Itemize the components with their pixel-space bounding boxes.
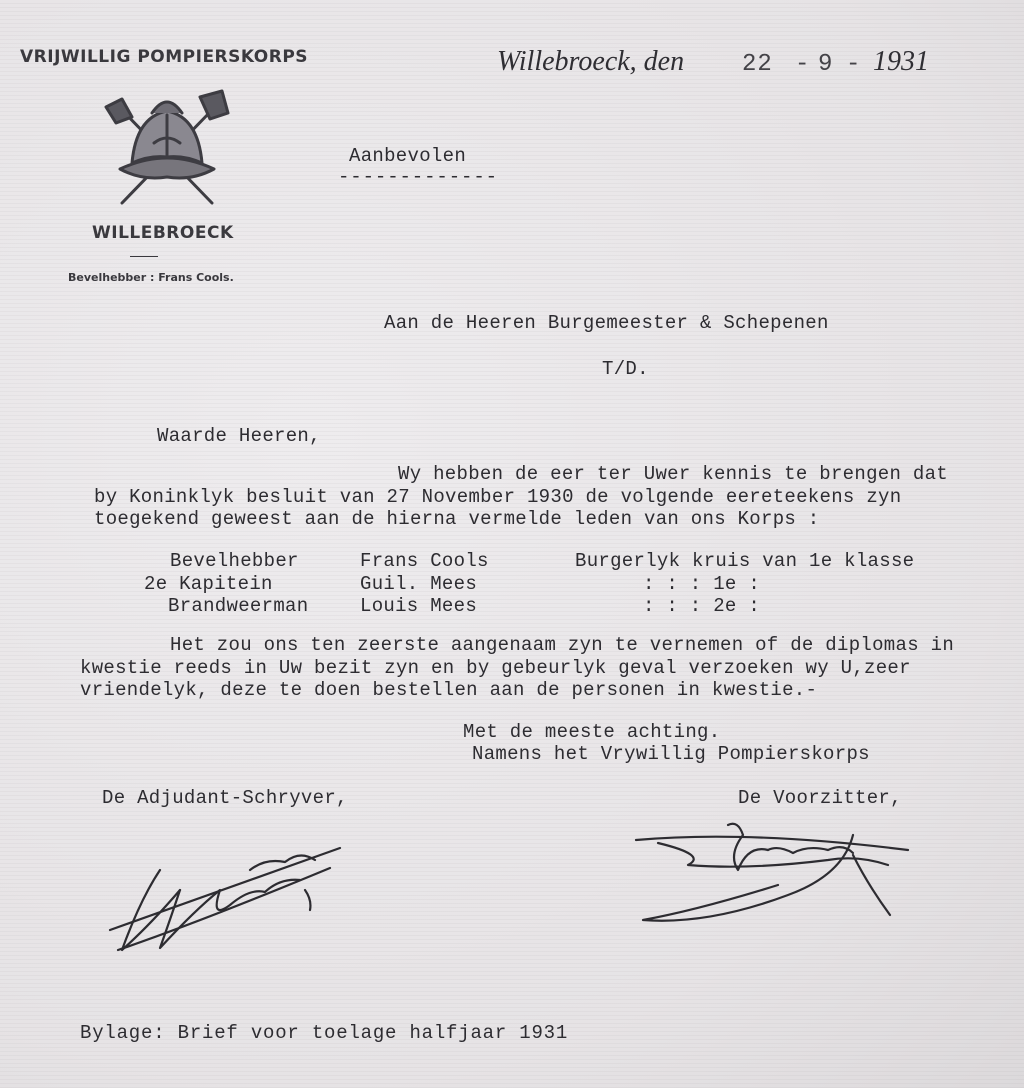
award-name: Frans Cools	[360, 550, 489, 572]
salutation: Waarde Heeren,	[157, 425, 321, 447]
left-signature	[100, 830, 360, 970]
registered-underline: -------------	[338, 166, 498, 188]
signatory-right-label: De Voorzitter,	[738, 787, 902, 809]
fire-helmet-emblem-icon	[92, 85, 242, 210]
award-rank: Bevelhebber	[170, 550, 299, 572]
award-row	[168, 595, 760, 617]
request-line-3: vriendelyk, deze te doen bestellen aan de personen in kwestie.-	[80, 679, 818, 701]
award-title: : : : 2e :	[643, 595, 761, 617]
date-day: 22	[742, 51, 773, 78]
date-place: Willebroeck, den	[497, 46, 685, 77]
award-title: Burgerlyk kruis van 1e klasse	[575, 550, 915, 572]
award-name: Guil. Mees	[360, 573, 478, 595]
enclosure-line: Bylage: Brief voor toelage halfjaar 1931	[80, 1022, 569, 1044]
award-rank: Brandweerman	[168, 595, 309, 617]
award-rank: 2e Kapitein	[144, 573, 273, 595]
intro-line-1: Wy hebben de eer ter Uwer kennis te brengen dat	[398, 463, 948, 485]
addressee-line: Aan de Heeren Burgemeester & Schepenen	[384, 312, 829, 334]
town-name: WILLEBROECK	[92, 223, 234, 243]
signatory-left-label: De Adjudant-Schryver,	[102, 787, 348, 809]
closing-line-2: Namens het Vrywillig Pompierskorps	[472, 743, 870, 765]
date-month: 9	[818, 51, 834, 78]
registered-mark: Aanbevolen	[349, 145, 467, 167]
request-line-1: Het zou ons ten zeerste aangenaam zyn te vernemen of de diplomas in	[170, 634, 955, 656]
award-row	[144, 573, 760, 595]
award-title: : : : 1e :	[643, 573, 761, 595]
request-line-2: kwestie reeds in Uw bezit zyn en by gebeurlyk geval verzoeken wy U,zeer	[80, 657, 911, 679]
right-signature	[628, 815, 918, 935]
corps-name: VRIJWILLIG POMPIERSKORPS	[20, 47, 309, 67]
award-row	[170, 550, 914, 572]
date-sep-1: -	[795, 51, 811, 78]
commander-line: Bevelhebber : Frans Cools.	[68, 271, 234, 284]
date-sep-2: -	[846, 51, 862, 78]
date-year: 1931	[873, 46, 929, 77]
award-name: Louis Mees	[360, 595, 478, 617]
intro-line-2: by Koninklyk besluit van 27 November 1930 de volgende eereteekens zyn	[94, 486, 902, 508]
intro-line-3: toegekend geweest aan de hierna vermelde leden van ons Korps :	[94, 508, 820, 530]
closing-line-1: Met de meeste achting.	[463, 721, 721, 743]
letterhead-rule	[130, 256, 158, 257]
addressee-td: T/D.	[602, 358, 649, 380]
